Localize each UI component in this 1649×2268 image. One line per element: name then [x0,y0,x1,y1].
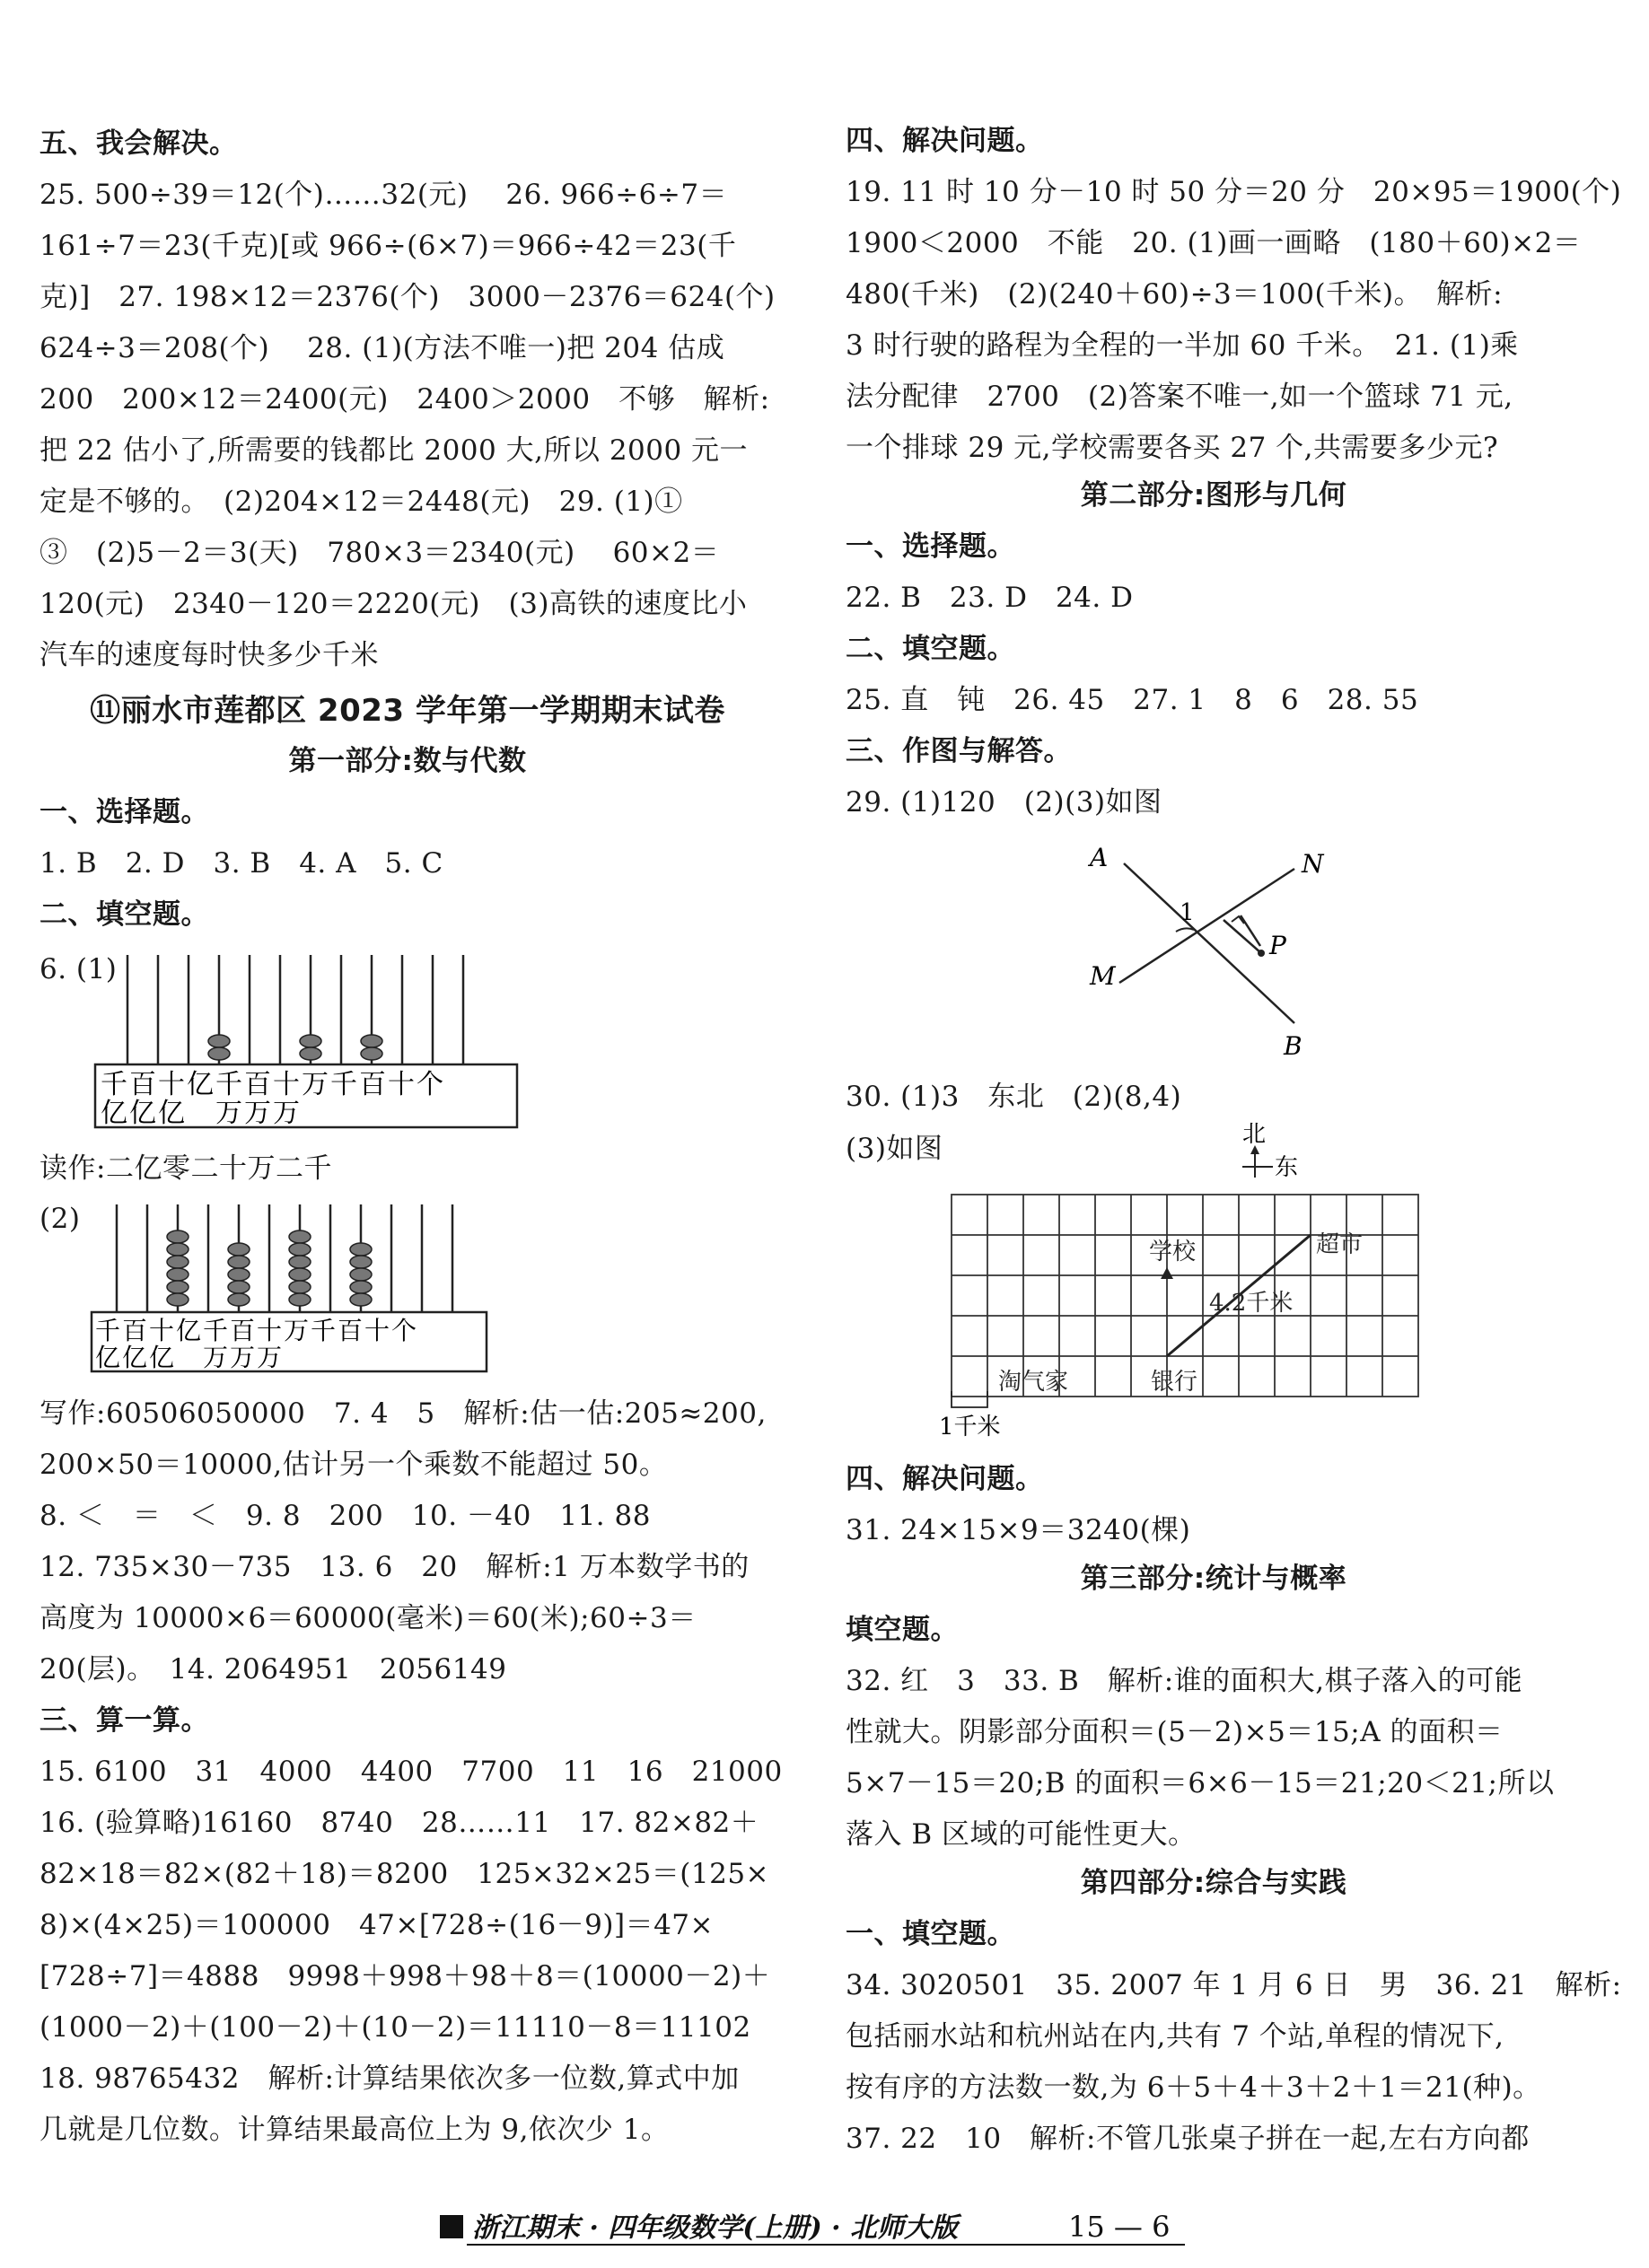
bead [167,1268,189,1281]
abacus-place-labels: 千百十亿千百十万千百十个 [101,1069,445,1100]
text-line: 3 时行驶的路程为全程的一半加 60 千米。 21. (1)乘 [846,329,1519,362]
label-n: N [1302,849,1324,879]
footer-square-icon [440,2215,463,2238]
bead [167,1281,189,1293]
section-heading: 二、填空题。 [846,633,1015,665]
text-line: 624÷3＝208(个) 28. (1)(方法不唯一)把 204 估成 [39,332,725,364]
section-heading: 三、算一算。 [39,1704,209,1737]
part-title: 第四部分:综合与实践 [1080,1867,1347,1899]
abacus-figure-2 [90,1201,503,1380]
abacus-place-labels: 千百十亿千百十万千百十个 [95,1316,419,1345]
text-line: 12. 735×30－735 13. 6 20 解析:1 万本数学书的 [39,1551,750,1583]
text-line: 32. 红 3 33. B 解析:谁的面积大,棋子落入的可能 [846,1665,1523,1697]
line-AB-extension [1224,920,1261,953]
text-line: 18. 98765432 解析:计算结果依次多一位数,算式中加 [39,2062,740,2095]
bead [167,1230,189,1243]
section-heading: 填空题。 [846,1614,959,1646]
page-footer [440,2201,1212,2249]
text-line: ③ (2)5－2＝3(天) 780×3＝2340(元) 60×2＝ [39,537,720,569]
text-line: 34. 3020501 35. 2007 年 1 月 6 日 男 36. 21 解析: [846,1969,1622,2001]
bead [228,1243,250,1256]
abacus-rods [127,955,463,1064]
text-line: 包括丽水站和杭州站在内,共有 7 个站,单程的情况下, [846,2020,1504,2053]
footer-book-title: 浙江期末 · 四年级数学(上册) · 北师大版 [472,2212,959,2244]
bead [208,1047,230,1060]
text-line: 82×18＝82×(82＋18)＝8200 125×32×25＝(125× [39,1858,770,1890]
abacus-beads [208,1035,382,1060]
text-line: 20(层)。 14. 2064951 2056149 [39,1653,507,1686]
geometry-figure [1070,826,1339,1068]
label-a: A [1090,843,1109,872]
label-m: M [1090,961,1116,991]
section-heading: 一、选择题。 [846,530,1015,563]
abacus-rods [117,1204,452,1312]
part-title: 第二部分:图形与几何 [1080,479,1347,512]
label-angle-1: 1 [1180,899,1195,926]
text-line: 120(元) 2340－120＝2220(元) (3)高铁的速度比小 [39,588,748,620]
text-line: [728÷7]＝4888 9998＋998＋98＋8＝(10000－2)＋ [39,1960,771,1992]
abacus-place-labels-2: 亿亿亿 万万万 [101,1098,302,1129]
text-line: 一个排球 29 元,学校需要各买 27 个,共需要多少元? [846,432,1499,464]
label-market: 超市 [1316,1231,1364,1258]
text-line: 性就大。阴影部分面积＝(5－2)×5＝15;A 的面积＝ [846,1716,1504,1748]
text-line: 定是不够的。 (2)204×12＝2448(元) 29. (1)① [39,486,683,518]
text-line: (1000－2)＋(100－2)＋(10－2)＝11110－8＝11102 [39,2011,751,2044]
text-line: 克)] 27. 198×12＝2376(个) 3000－2376＝624(个) [39,281,776,313]
bead [289,1230,311,1243]
angle-arc [1176,928,1194,932]
bead [350,1268,372,1281]
section-heading: 四、解决问题。 [846,125,1044,157]
perpendicular-segment [1241,915,1260,946]
bead [350,1281,372,1293]
part-title: 第一部分:数与代数 [288,745,527,777]
label-school: 学校 [1149,1239,1197,1265]
text-line: 15. 6100 31 4000 4400 7700 11 16 21000 [39,1756,783,1788]
bead [289,1281,311,1293]
bead [167,1256,189,1268]
text-line: 把 22 估小了,所需要的钱都比 2000 大,所以 2000 元一 [39,434,749,467]
part-title: 第三部分:统计与概率 [1080,1563,1347,1595]
bead [350,1256,372,1268]
footer-page-number: 15 — 6 [1068,2210,1171,2244]
text-line: 几就是几位数。计算结果最高位上为 9,依次少 1。 [39,2114,670,2146]
text-line: 25. 500÷39＝12(个)……32(元) 26. 966÷6÷7＝ [39,179,728,211]
text-line: 落入 B 区域的可能性更大。 [846,1818,1197,1851]
bead [289,1268,311,1281]
label-bank: 银行 [1151,1369,1198,1396]
section-heading: 二、填空题。 [39,898,209,931]
text-line: (2) [39,1203,81,1235]
section-heading: 五、我会解决。 [39,127,238,160]
text-line: 6. (1) [39,953,118,985]
text-line: 汽车的速度每时快多少千米 [39,639,379,671]
text-line: 写作:60506050000 7. 4 5 解析:估一估:205≈200, [39,1397,767,1430]
text-line: 按有序的方法数一数,为 6＋5＋4＋3＋2＋1＝21(种)。 [846,2071,1541,2104]
compass-north-label: 北 [1242,1122,1267,1148]
section-heading: 三、作图与解答。 [846,735,1072,767]
section-heading: 四、解决问题。 [846,1463,1044,1495]
bead [208,1035,230,1047]
grid-map-figure [935,1122,1474,1445]
scale-bracket [952,1391,987,1407]
bead [228,1281,250,1293]
bead [289,1243,311,1256]
bead [289,1293,311,1306]
point-p [1258,950,1265,957]
label-home: 淘气家 [998,1369,1069,1396]
section-heading: 一、选择题。 [39,796,209,828]
triangle-marker-icon [1161,1267,1173,1279]
bead [350,1243,372,1256]
bead [167,1293,189,1306]
text-line: 31. 24×15×9＝3240(棵) [846,1514,1191,1546]
label-scale: 1千米 [939,1414,1001,1440]
text-line: (3)如图 [846,1133,943,1165]
text-line: 高度为 10000×6＝60000(毫米)＝60(米);60÷3＝ [39,1602,697,1634]
line-MN [1119,869,1294,983]
text-line: 8)×(4×25)＝100000 47×[728÷(16－9)]＝47× [39,1909,714,1941]
abacus-figure-1 [93,951,542,1135]
text-line: 25. 直 钝 26. 45 27. 1 8 6 28. 55 [846,684,1419,716]
text-line: 19. 11 时 10 分－10 时 50 分＝20 分 20×95＝1900(个) [846,176,1622,208]
bead [228,1268,250,1281]
text-line: 16. (验算略)16160 8740 28……11 17. 82×82＋ [39,1807,759,1839]
bead [228,1293,250,1306]
bead [300,1035,321,1047]
label-p: P [1269,931,1286,960]
bead [300,1047,321,1060]
text-line: 1. B 2. D 3. B 4. A 5. C [39,847,443,880]
abacus-place-labels-2: 亿亿亿 万万万 [95,1343,285,1372]
compass-east-label: 东 [1275,1154,1299,1181]
text-line: 8. ＜ ＝ ＜ 9. 8 200 10. －40 11. 88 [39,1500,651,1532]
text-line: 37. 22 10 解析:不管几张桌子拼在一起,左右方向都 [846,2123,1530,2155]
text-line: 161÷7＝23(千克)[或 966÷(6×7)＝966÷42＝23(千 [39,230,737,262]
bead [289,1256,311,1268]
text-line: 22. B 23. D 24. D [846,582,1134,614]
text-line: 29. (1)120 (2)(3)如图 [846,786,1162,819]
text-line: 读作:二亿零二十万二千 [39,1152,332,1185]
text-line: 480(千米) (2)(240＋60)÷3＝100(千米)。 解析: [846,278,1504,311]
bead [167,1243,189,1256]
bead [350,1293,372,1306]
text-line: 200×50＝10000,估计另一个乘数不能超过 50。 [39,1449,668,1481]
text-line: 5×7－15＝20;B 的面积＝6×6－15＝21;20＜21;所以 [846,1767,1555,1800]
compass [1242,1122,1298,1181]
section-heading: 一、填空题。 [846,1918,1015,1950]
bead [361,1035,382,1047]
exam-title: ⑪丽水市莲都区 2023 学年第一学期期末试卷 [90,693,725,729]
text-line: 200 200×12＝2400(元) 2400＞2000 不够 解析: [39,383,770,416]
text-line: 法分配律 2700 (2)答案不唯一,如一个篮球 71 元, [846,381,1513,413]
bead [361,1047,382,1060]
text-line: 30. (1)3 东北 (2)(8,4) [846,1081,1182,1113]
bead [228,1256,250,1268]
text-line: 1900＜2000 不能 20. (1)画一画略 (180＋60)×2＝ [846,227,1582,259]
map-grid [952,1195,1418,1397]
label-b: B [1284,1031,1303,1061]
label-distance: 4.2千米 [1209,1290,1294,1317]
